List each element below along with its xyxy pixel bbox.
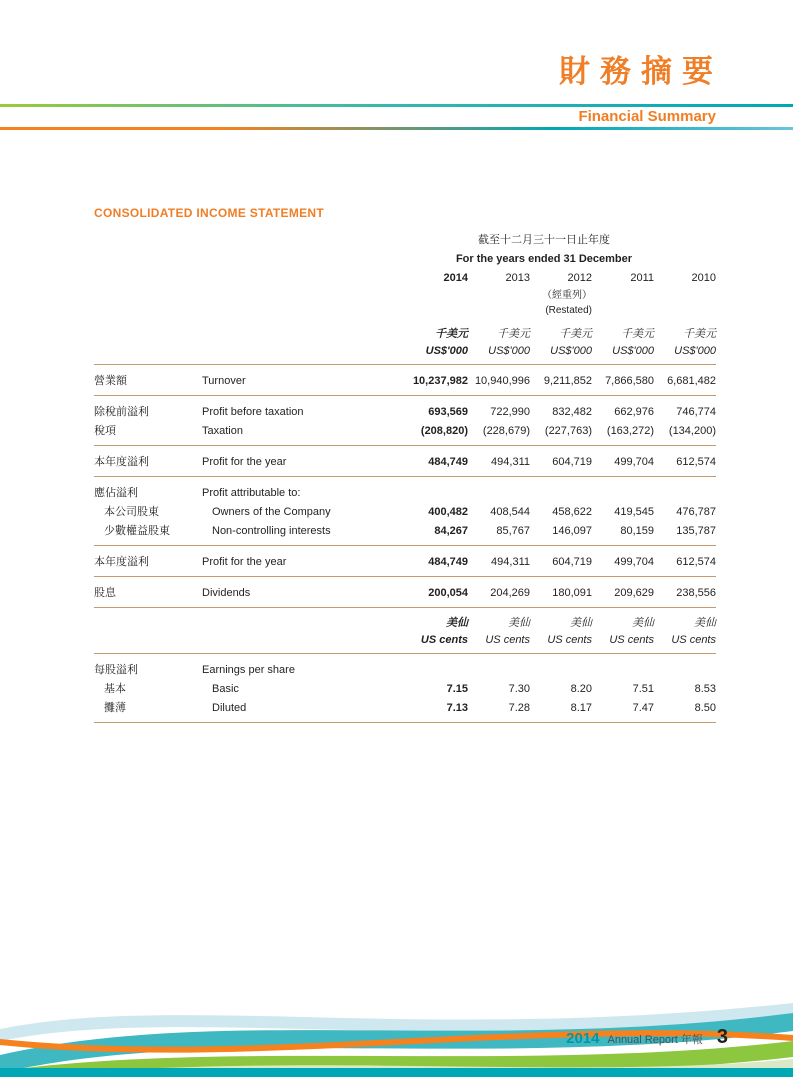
row-label-en: Non-controlling interests — [212, 525, 331, 537]
year-column-2010: 2010 — [691, 272, 716, 284]
row-label-cn: 每股溢利 — [94, 664, 138, 676]
unit-label-en: US$'000 — [674, 345, 716, 357]
value-cell: 7.30 — [508, 683, 530, 695]
value-cell: 693,569 — [428, 406, 468, 418]
unit-label: US cents — [485, 634, 530, 646]
value-cell: 419,545 — [614, 506, 654, 518]
year-column-2014: 2014 — [443, 272, 468, 284]
value-cell: 484,749 — [428, 456, 468, 468]
value-cell: 7.15 — [446, 683, 468, 695]
value-cell: 8.17 — [570, 702, 592, 714]
value-cell: 722,990 — [490, 406, 530, 418]
row-label-en: Taxation — [202, 425, 243, 437]
row-label-cn: 本年度溢利 — [94, 556, 149, 568]
value-cell: 458,622 — [552, 506, 592, 518]
units-row-cn — [94, 326, 716, 343]
page-title-chinese: 財務摘要 — [559, 54, 723, 89]
value-cell: 408,544 — [490, 506, 530, 518]
unit-label-en: US$'000 — [612, 345, 654, 357]
table-row — [94, 484, 716, 503]
value-cell: 7.28 — [508, 702, 530, 714]
row-label-cn: 股息 — [94, 587, 116, 599]
unit-label: 美仙 — [446, 617, 468, 629]
value-cell: 9,211,852 — [543, 375, 592, 387]
unit-label-cn: 千美元 — [497, 328, 530, 340]
row-label-cn: 除稅前溢利 — [94, 406, 149, 418]
value-cell: 612,574 — [676, 556, 716, 568]
value-cell: (208,820) — [420, 425, 468, 437]
value-cell: (163,272) — [606, 425, 654, 437]
row-label-en: Profit before taxation — [202, 406, 304, 418]
value-cell: 499,704 — [614, 556, 654, 568]
table-row — [94, 422, 716, 441]
table-row — [94, 661, 716, 680]
year-column-2013: 2013 — [505, 272, 530, 284]
value-cell: 209,629 — [614, 587, 654, 599]
footer — [566, 1026, 728, 1049]
table-group — [94, 365, 716, 395]
table-row — [94, 372, 716, 391]
unit-label: 美仙 — [508, 617, 530, 629]
table-row — [94, 680, 716, 699]
unit-label: 美仙 — [570, 617, 592, 629]
value-cell: 604,719 — [552, 556, 592, 568]
value-cell: 200,054 — [428, 587, 468, 599]
value-cell: 7.51 — [632, 683, 654, 695]
value-cell: 476,787 — [676, 506, 716, 518]
row-label-en: Earnings per share — [202, 664, 295, 676]
table-group — [94, 608, 716, 653]
footer-report-year: 2014 — [566, 1030, 600, 1047]
row-label-cn: 少數權益股東 — [104, 525, 170, 537]
value-cell: 484,749 — [428, 556, 468, 568]
value-cell: (227,763) — [544, 425, 592, 437]
period-label-cn: 截至十二月三十一日止年度 — [478, 234, 610, 246]
table-rule — [94, 722, 716, 723]
value-cell: 832,482 — [552, 406, 592, 418]
year-column-2011: 2011 — [630, 272, 654, 284]
unit-label-cn: 千美元 — [435, 328, 468, 340]
row-label-en: Owners of the Company — [212, 506, 331, 518]
value-cell: 7,866,580 — [605, 375, 654, 387]
value-cell: 8.53 — [694, 683, 716, 695]
units-row-en — [94, 343, 716, 360]
unit-label-en: US$'000 — [488, 345, 530, 357]
unit-label: US cents — [547, 634, 592, 646]
units-row — [94, 615, 716, 632]
unit-label: 美仙 — [694, 617, 716, 629]
restated-note-en: (Restated) — [545, 305, 592, 316]
row-label-en: Profit for the year — [202, 556, 287, 568]
value-cell: 494,311 — [491, 456, 530, 468]
value-cell: 612,574 — [676, 456, 716, 468]
value-cell: 494,311 — [491, 556, 530, 568]
row-label-cn: 應佔溢利 — [94, 487, 138, 499]
unit-label: US cents — [609, 634, 654, 646]
value-cell: 8.50 — [694, 702, 716, 714]
value-cell: 238,556 — [676, 587, 716, 599]
table-row — [94, 699, 716, 718]
year-column-2012: 2012 — [567, 272, 592, 284]
value-cell: 10,940,996 — [474, 375, 530, 387]
row-label-cn: 攤薄 — [104, 702, 126, 714]
year-header-row — [94, 269, 716, 288]
value-cell: 7.47 — [632, 702, 654, 714]
table-group — [94, 477, 716, 545]
value-cell: 6,681,482 — [667, 375, 716, 387]
table-group — [94, 654, 716, 722]
value-cell: 204,269 — [490, 587, 530, 599]
table-group — [94, 546, 716, 576]
table-row — [94, 403, 716, 422]
unit-label-cn: 千美元 — [559, 328, 592, 340]
footer-report-label: Annual Report 年報 — [607, 1034, 703, 1046]
table-group — [94, 446, 716, 476]
period-label-en: For the years ended 31 December — [455, 253, 633, 265]
row-label-cn: 營業額 — [94, 375, 127, 387]
unit-label: US cents — [420, 634, 468, 646]
unit-label-cn: 千美元 — [683, 328, 716, 340]
value-cell: 146,097 — [552, 525, 592, 537]
value-cell: 8.20 — [570, 683, 592, 695]
page-title-english: Financial Summary — [578, 108, 716, 125]
unit-label-en: US$'000 — [425, 345, 468, 357]
row-label-en: Dividends — [202, 587, 251, 599]
unit-label-cn: 千美元 — [621, 328, 654, 340]
units-row — [94, 632, 716, 649]
value-cell: 84,267 — [434, 525, 468, 537]
row-label-cn: 稅項 — [94, 425, 116, 437]
page-number: 3 — [716, 1026, 728, 1048]
income-statement-table — [94, 231, 716, 723]
unit-label: 美仙 — [632, 617, 654, 629]
unit-label-en: US$'000 — [550, 345, 592, 357]
table-header — [94, 231, 716, 365]
restated-note-cn: （經重列） — [542, 290, 592, 301]
value-cell: (134,200) — [668, 425, 716, 437]
row-label-en: Profit attributable to: — [202, 487, 301, 499]
row-label-en: Profit for the year — [202, 456, 287, 468]
table-row — [94, 453, 716, 472]
value-cell: 746,774 — [676, 406, 716, 418]
value-cell: (228,679) — [482, 425, 530, 437]
row-label-en: Basic — [212, 683, 239, 695]
table-row — [94, 503, 716, 522]
value-cell: 85,767 — [496, 525, 530, 537]
table-group — [94, 577, 716, 607]
value-cell: 80,159 — [620, 525, 654, 537]
value-cell: 400,482 — [428, 506, 468, 518]
row-label-cn: 基本 — [104, 683, 126, 695]
header-divider-top — [0, 104, 793, 107]
value-cell: 604,719 — [552, 456, 592, 468]
row-label-cn: 本公司股東 — [104, 506, 159, 518]
value-cell: 10,237,982 — [412, 375, 468, 387]
table-row — [94, 522, 716, 541]
row-label-en: Turnover — [202, 375, 246, 387]
row-label-cn: 本年度溢利 — [94, 456, 149, 468]
value-cell: 7.13 — [446, 702, 468, 714]
table-row — [94, 553, 716, 572]
table-group — [94, 396, 716, 445]
value-cell: 180,091 — [552, 587, 592, 599]
header-divider-bottom — [0, 127, 793, 130]
section-heading: CONSOLIDATED INCOME STATEMENT — [94, 206, 325, 220]
row-label-en: Diluted — [212, 702, 247, 714]
table-body — [94, 365, 716, 723]
value-cell: 662,976 — [614, 406, 654, 418]
unit-label: US cents — [671, 634, 716, 646]
value-cell: 499,704 — [614, 456, 654, 468]
table-row — [94, 584, 716, 603]
value-cell: 135,787 — [676, 525, 716, 537]
